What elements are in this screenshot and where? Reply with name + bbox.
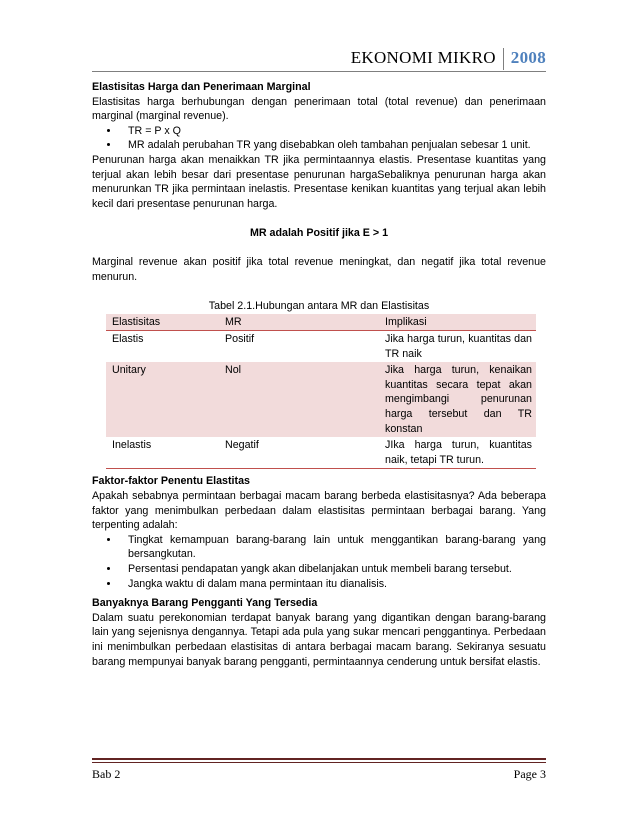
footer-rule <box>92 762 546 763</box>
header-year: 2008 <box>503 48 546 70</box>
table-cell: Jika harga turun, kuantitas dan TR naik <box>385 333 532 360</box>
center-statement: MR adalah Positif jika E > 1 <box>249 226 389 239</box>
page-footer <box>92 767 546 782</box>
table-cell: JIka harga turun, kuantitas naik, tetapi TR turun. <box>379 437 536 469</box>
page-header <box>351 38 546 70</box>
section-heading-faktor: Faktor-faktor Penentu Elastitas <box>92 475 250 488</box>
footer-rule <box>92 758 546 760</box>
body-paragraph: Dalam suatu perekonomian terdapat banyak barang yang digantikan dengan barang-barang lain yang sejenisnya dengannya. Tetapi ada pula yang sukar mencari penggantinya. Perbedaan ini menimbulkan perbedaan elastisitas di antara berbagai macam barang. Sekiranya sesuatu barang mempunyai banyak barang pengganti, permintaannya cenderung untuk bersifat elastis. <box>92 611 546 668</box>
table-cell: Negatif <box>219 437 379 469</box>
table-row <box>106 331 536 363</box>
intro-paragraph: Elastisitas harga berhubungan dengan penerimaan total (total revenue) dan penerimaan marginal (marginal revenue). <box>92 95 546 123</box>
body-paragraph: Marginal revenue akan positif jika total revenue meningkat, dan negatif jika total revenue menurun. <box>92 256 546 283</box>
table-cell: Jika harga turun, kenaikan kuantitas secara tepat akan mengimbangi penurunan harga tersebut dan TR konstan <box>379 362 536 437</box>
footer-page-number: Page 3 <box>513 767 546 781</box>
list-item: • MR adalah perubahan TR yang disebabkan oleh tambahan penjualan sebesar 1 unit. <box>120 138 546 153</box>
formula-list <box>92 124 546 153</box>
table-row <box>106 362 536 437</box>
body-paragraph: Penurunan harga akan menaikkan TR jika permintaannya elastis. Presentase kuantitas yang terjual akan lebih besar dari presentase penurunan hargaSebaliknya penurunan harga akan menurunkan TR jika permintaan inelastis. Presentase kenikan kuantitas yang terjual akan lebih kecil dari presentase penurunan harga. <box>92 153 546 210</box>
table-cell: Inelastis <box>106 437 219 469</box>
factor-list <box>92 533 546 591</box>
table-cell: Unitary <box>106 362 219 437</box>
table-header-cell: Elastisitas <box>106 314 219 331</box>
table-header-cell: Implikasi <box>379 314 536 331</box>
list-item: • TR = P x Q <box>120 124 546 139</box>
table-header-row <box>106 314 536 331</box>
header-title: EKONOMI MIKRO <box>350 48 496 67</box>
table-header-cell: MR <box>219 314 379 331</box>
header-rule <box>92 71 546 72</box>
section-heading-barang-pengganti: Banyaknya Barang Pengganti Yang Tersedia <box>92 597 318 610</box>
table-cell: Nol <box>219 362 379 437</box>
list-item: • Persentasi pendapatan yangk akan dibelanjakan untuk membeli barang tersebut. <box>120 562 546 577</box>
table-cell: Elastis <box>112 333 144 346</box>
body-paragraph: Apakah sebabnya permintaan berbagai macam barang berbeda elastisitasnya? Ada beberapa faktor yang menimbulkan perbedaan dalam elastisitas permintaan berbagai barang. Yang terpenting adalah: <box>92 490 546 532</box>
footer-chapter: Bab 2 <box>92 767 121 781</box>
list-item: • Jangka waktu di dalam mana permintaan itu dianalisis. <box>120 577 546 592</box>
table-row <box>106 437 536 469</box>
document-body <box>92 80 546 669</box>
mr-elasticity-table <box>106 314 536 470</box>
section-heading-elastisitas: Elastisitas Harga dan Penerimaan Marginal <box>92 81 311 93</box>
table-caption: Tabel 2.1.Hubungan antara MR dan Elastisitas <box>208 299 430 312</box>
list-item: • Tingkat kemampuan barang-barang lain untuk menggantikan barang-barang yang bersangkutan. <box>120 533 546 562</box>
table-cell: Positif <box>225 333 255 346</box>
